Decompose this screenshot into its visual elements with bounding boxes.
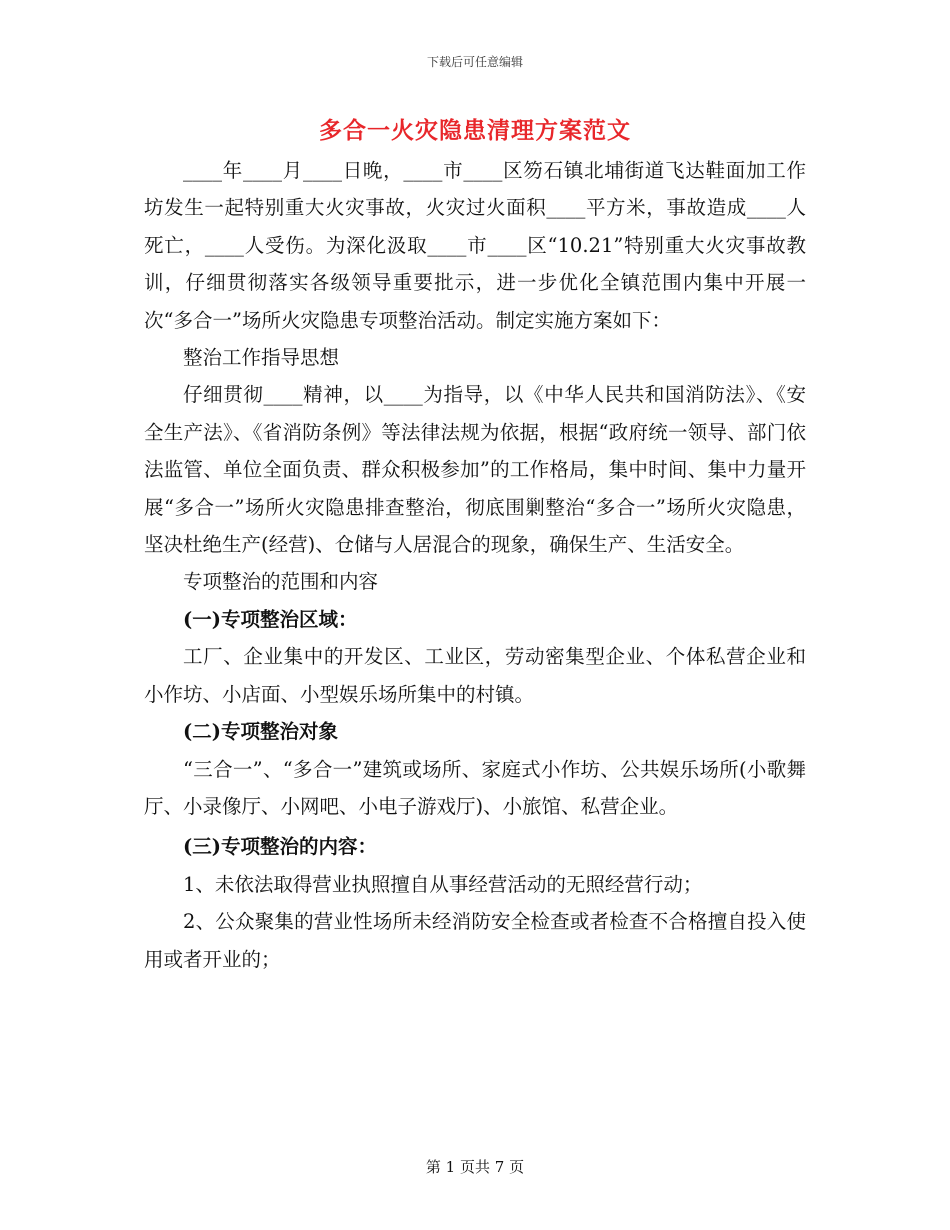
section-heading-scope: 专项整治的范围和内容 — [183, 570, 379, 594]
document-body — [144, 152, 806, 978]
section-heading-guiding-thought: 整治工作指导思想 — [183, 346, 340, 370]
area-paragraph: 工厂、企业集中的开发区、工业区，劳动密集型企业、个体私营企业和小作坊、小店面、小型娱乐场所集中的村镇。 — [144, 645, 806, 706]
document-title: 多合一火灾隐患清理方案范文 — [319, 117, 631, 144]
target-paragraph: “三合一”、“多合一”建筑或场所、家庭式小作坊、公共娱乐场所(小歌舞厅、小录像厅、小网吧、小电子游戏厅)、小旅馆、私营企业。 — [144, 757, 806, 818]
header-note: 下载后可任意编辑 — [426, 55, 523, 69]
subheading-content: (三)专项整治的内容： — [183, 835, 377, 859]
subheading-target: (二)专项整治对象 — [183, 720, 338, 744]
page-footer: 第 1 页共 7 页 — [425, 1158, 525, 1176]
guiding-thought-paragraph: 仔细贯彻____精神，以____为指导，以《中华人民共和国消防法》、《安全生产法》、《省消防条例》等法律法规为依据，根据“政府统一领导、部门依法监管、单位全面负责、群众积极参加”的工作格局，集中时间、集中力量开展“多合一”场所火灾隐患排查整治，彻底围剿整治“多合一”场所火灾隐患，坚决杜绝生产(经营)、仓储与人居混合的现象，确保生产、生活安全。 — [144, 383, 806, 557]
content-item-1: 1、未依法取得营业执照擅自从事经营活动的无照经营行动； — [183, 872, 703, 896]
subheading-area: (一)专项整治区域： — [183, 607, 358, 631]
intro-paragraph: ____年____月____日晚，____市____区笏石镇北埔街道飞达鞋面加工作坊发生一起特别重大火灾事故，火灾过火面积____平方米，事故造成____人死亡，____人受伤。为深化汲取____市____区“10.21”特别重大火灾事故教训，仔细贯彻落实各级领导重要批示，进一步优化全镇范围内集中开展一次“多合一”场所火灾隐患专项整治活动。制定实施方案如下： — [144, 159, 806, 332]
content-item-2: 2、公众聚集的营业性场所未经消防安全检查或者检查不合格擅自投入使用或者开业的； — [144, 910, 806, 971]
